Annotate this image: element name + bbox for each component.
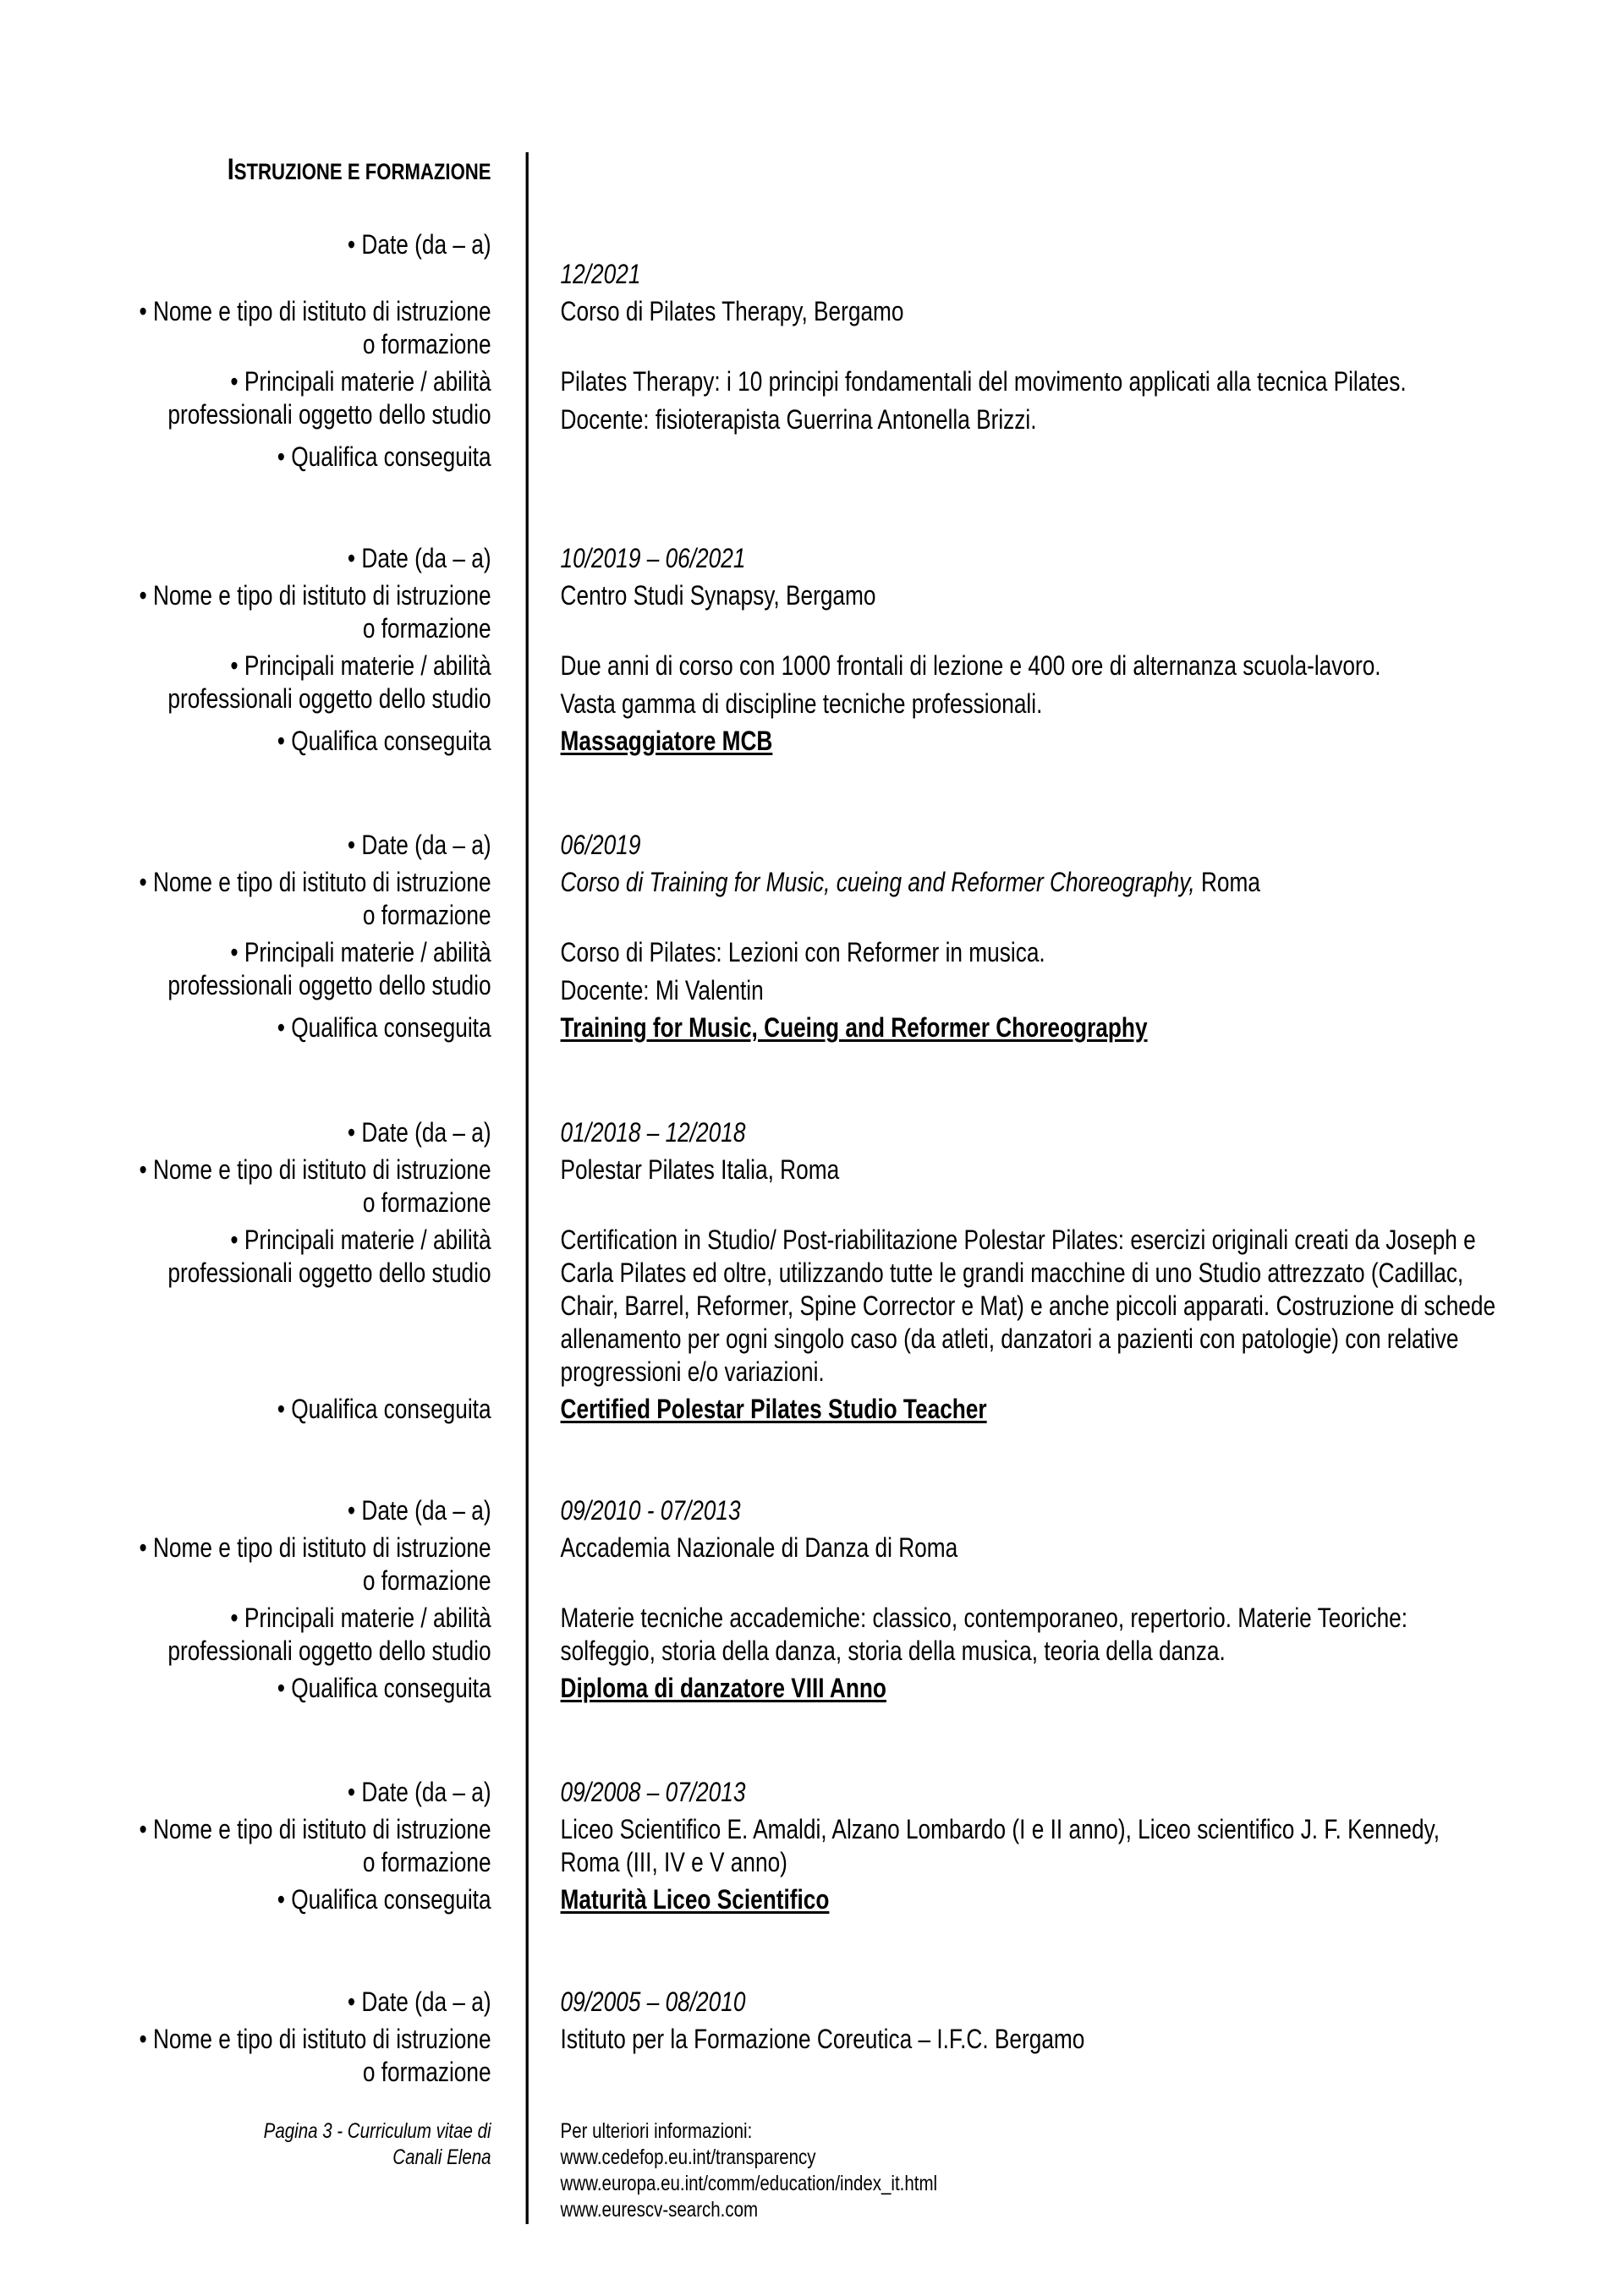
footer-info-line: www.eurescv-search.com — [560, 2198, 759, 2222]
date-value: 09/2008 – 07/2013 — [560, 1777, 746, 1807]
subjects-label-line: professionali oggetto dello studio — [167, 1258, 491, 1288]
institution-row — [69, 579, 1566, 645]
subjects-row — [69, 1224, 1566, 1389]
qualification-label: • Qualifica conseguita — [277, 1012, 491, 1043]
subjects-row — [69, 365, 1566, 436]
subjects-value — [561, 936, 1566, 1007]
subjects-value — [561, 1224, 1566, 1389]
subjects-value — [561, 649, 1566, 721]
subjects-line: Due anni di corso con 1000 frontali di lezione e 400 ore di alternanza scuola-lavoro. — [560, 650, 1381, 681]
qualification-row — [69, 1393, 1566, 1426]
date-row — [69, 1986, 1566, 2019]
education-entry — [69, 1986, 1566, 2093]
date-row — [69, 228, 1566, 291]
date-value: 12/2021 — [560, 259, 641, 289]
subjects-value — [561, 1602, 1566, 1668]
institution-row — [69, 295, 1566, 361]
date-label: • Date (da – a) — [347, 543, 491, 573]
subjects-label-line: professionali oggetto dello studio — [167, 970, 491, 1000]
institution-line: Liceo Scientifico E. Amaldi, Alzano Lombardo (I e II anno), Liceo scientifico J. F. Kennedy, — [560, 1814, 1440, 1844]
subjects-line: Docente: fisioterapista Guerrina Antonella Brizzi. — [560, 404, 1037, 435]
qualification-label: • Qualifica conseguita — [277, 1884, 491, 1915]
education-entry — [69, 1116, 1566, 1430]
institution-row — [69, 866, 1566, 932]
subjects-label-line: • Principali materie / abilità — [230, 366, 491, 397]
institution-label — [69, 295, 491, 361]
subjects-label-line: • Principali materie / abilità — [230, 650, 491, 681]
institution-label-line: o formazione — [362, 1847, 491, 1877]
institution-course-name: Corso di Training for Music, cueing and Reformer Choreography, — [560, 867, 1195, 897]
education-entry — [69, 228, 1566, 478]
institution-label — [69, 1153, 491, 1219]
institution-label-line: • Nome e tipo di istituto di istruzione — [139, 1814, 491, 1844]
institution-line: Roma (III, IV e V anno) — [560, 1847, 787, 1877]
institution-label-line: • Nome e tipo di istituto di istruzione — [139, 580, 491, 611]
date-label: • Date (da – a) — [347, 1495, 491, 1526]
date-row — [69, 829, 1566, 862]
institution-label-line: o formazione — [362, 900, 491, 930]
institution-label — [69, 1532, 491, 1597]
qualification-value — [561, 441, 1566, 474]
subjects-label-line: professionali oggetto dello studio — [167, 399, 491, 430]
date-value: 06/2019 — [560, 830, 641, 860]
institution-row — [69, 1153, 1566, 1219]
qualification-row — [69, 725, 1566, 758]
qualification-value: Diploma di danzatore VIII Anno — [560, 1673, 886, 1703]
institution-label-line: o formazione — [362, 613, 491, 644]
date-label: • Date (da – a) — [347, 830, 491, 860]
institution-line — [561, 866, 1566, 899]
institution-value — [561, 295, 1566, 361]
date-row — [69, 1494, 1566, 1527]
institution-label — [69, 866, 491, 932]
subjects-value — [561, 365, 1566, 436]
footer-info-line: www.cedefop.eu.int/transparency — [560, 2145, 816, 2169]
education-entry — [69, 1776, 1566, 1921]
subjects-label — [69, 936, 491, 1007]
subjects-label-line: • Principali materie / abilità — [230, 1603, 491, 1633]
institution-label — [69, 1813, 491, 1879]
institution-row — [69, 1813, 1566, 1879]
institution-label — [69, 2023, 491, 2089]
date-value: 10/2019 – 06/2021 — [560, 543, 746, 573]
subjects-label-line: professionali oggetto dello studio — [167, 683, 491, 714]
subjects-line: Corso di Pilates: Lezioni con Reformer in musica. — [560, 937, 1045, 967]
subjects-line: solfeggio, storia della danza, storia della musica, teoria della danza. — [560, 1636, 1226, 1666]
footer-info-line: Per ulteriori informazioni: — [560, 2119, 753, 2143]
qualification-label: • Qualifica conseguita — [277, 1394, 491, 1424]
qualification-row — [69, 441, 1566, 474]
qualification-row — [69, 1883, 1566, 1916]
education-entry — [69, 1494, 1566, 1709]
institution-value — [561, 579, 1566, 645]
institution-line: Accademia Nazionale di Danza di Roma — [560, 1532, 958, 1563]
subjects-label — [69, 1224, 491, 1389]
institution-value — [561, 866, 1566, 932]
section-heading: ISTRUZIONE E FORMAZIONE — [227, 153, 491, 186]
subjects-label — [69, 1602, 491, 1668]
date-label: • Date (da – a) — [347, 229, 491, 260]
institution-row — [69, 1532, 1566, 1597]
subjects-label-line: • Principali materie / abilità — [230, 1225, 491, 1255]
qualification-value: Maturità Liceo Scientifico — [560, 1884, 830, 1915]
subjects-label-line: • Principali materie / abilità — [230, 937, 491, 967]
date-label: • Date (da – a) — [347, 1777, 491, 1807]
institution-label-line: o formazione — [362, 1565, 491, 1596]
institution-label-line: o formazione — [362, 2057, 491, 2087]
institution-label-line: o formazione — [362, 1187, 491, 1218]
qualification-value: Certified Polestar Pilates Studio Teacher — [560, 1394, 987, 1424]
subjects-line: Docente: Mi Valentin — [560, 975, 764, 1006]
date-row — [69, 1776, 1566, 1809]
qualification-row — [69, 1672, 1566, 1705]
qualification-label: • Qualifica conseguita — [277, 1673, 491, 1703]
date-label: • Date (da – a) — [347, 1986, 491, 2017]
institution-row — [69, 2023, 1566, 2089]
subjects-line: Vasta gamma di discipline tecniche professionali. — [560, 688, 1043, 719]
institution-line: Polestar Pilates Italia, Roma — [560, 1154, 840, 1185]
qualification-label: • Qualifica conseguita — [277, 441, 491, 472]
subjects-row — [69, 1602, 1566, 1668]
subjects-label — [69, 365, 491, 436]
institution-label-line: • Nome e tipo di istituto di istruzione — [139, 867, 491, 897]
subjects-line: Carla Pilates ed oltre, utilizzando tutte le grandi macchine di uno Studio attrezzato (Cadillac, — [560, 1258, 1464, 1288]
institution-label-line: • Nome e tipo di istituto di istruzione — [139, 296, 491, 326]
date-value: 09/2005 – 08/2010 — [560, 1986, 746, 2017]
institution-label-line: o formazione — [362, 329, 491, 359]
footer-page-line: Canali Elena — [392, 2145, 491, 2169]
subjects-line: allenamento per ogni singolo caso (da atleti, danzatori a pazienti con patologie) con relative — [560, 1323, 1459, 1354]
footer-more-info — [561, 2118, 1566, 2223]
institution-line: Istituto per la Formazione Coreutica – I.F.C. Bergamo — [560, 2024, 1085, 2054]
qualification-row — [69, 1011, 1566, 1044]
education-entry — [69, 829, 1566, 1049]
institution-line: Centro Studi Synapsy, Bergamo — [560, 580, 876, 611]
subjects-line: progressioni e/o variazioni. — [560, 1356, 825, 1387]
qualification-value: Massaggiatore MCB — [560, 726, 773, 756]
institution-value — [561, 2023, 1566, 2089]
institution-label-line: • Nome e tipo di istituto di istruzione — [139, 2024, 491, 2054]
institution-label-line: • Nome e tipo di istituto di istruzione — [139, 1532, 491, 1563]
date-row — [69, 542, 1566, 575]
footer-page-line: Pagina 3 - Curriculum vitae di — [263, 2119, 491, 2143]
institution-label-line: • Nome e tipo di istituto di istruzione — [139, 1154, 491, 1185]
institution-value — [561, 1813, 1566, 1879]
institution-city: Roma — [1200, 867, 1260, 897]
date-value: 01/2018 – 12/2018 — [560, 1117, 746, 1148]
subjects-row — [69, 649, 1566, 721]
subjects-line: Materie tecniche accademiche: classico, contemporaneo, repertorio. Materie Teoriche: — [560, 1603, 1408, 1633]
subjects-line: Certification in Studio/ Post-riabilitazione Polestar Pilates: esercizi originali creati da Joseph e — [560, 1225, 1476, 1255]
subjects-label-line: professionali oggetto dello studio — [167, 1636, 491, 1666]
subjects-row — [69, 936, 1566, 1007]
date-row — [69, 1116, 1566, 1149]
qualification-value: Training for Music, Cueing and Reformer Choreography — [560, 1012, 1148, 1043]
subjects-label — [69, 649, 491, 721]
qualification-label: • Qualifica conseguita — [277, 726, 491, 756]
date-label: • Date (da – a) — [347, 1117, 491, 1148]
footer-info-line: www.europa.eu.int/comm/education/index_it.html — [560, 2172, 938, 2195]
institution-label — [69, 579, 491, 645]
subjects-line: Chair, Barrel, Reformer, Spine Corrector e Mat) e anche piccoli apparati. Costruzione di schede — [560, 1290, 1496, 1321]
institution-value — [561, 1532, 1566, 1597]
institution-value — [561, 1153, 1566, 1219]
institution-line: Corso di Pilates Therapy, Bergamo — [560, 296, 904, 326]
education-entry — [69, 542, 1566, 762]
footer-page-info — [69, 2118, 491, 2171]
date-value: 09/2010 - 07/2013 — [560, 1495, 741, 1526]
subjects-line: Pilates Therapy: i 10 principi fondamentali del movimento applicati alla tecnica Pilates. — [560, 366, 1407, 397]
